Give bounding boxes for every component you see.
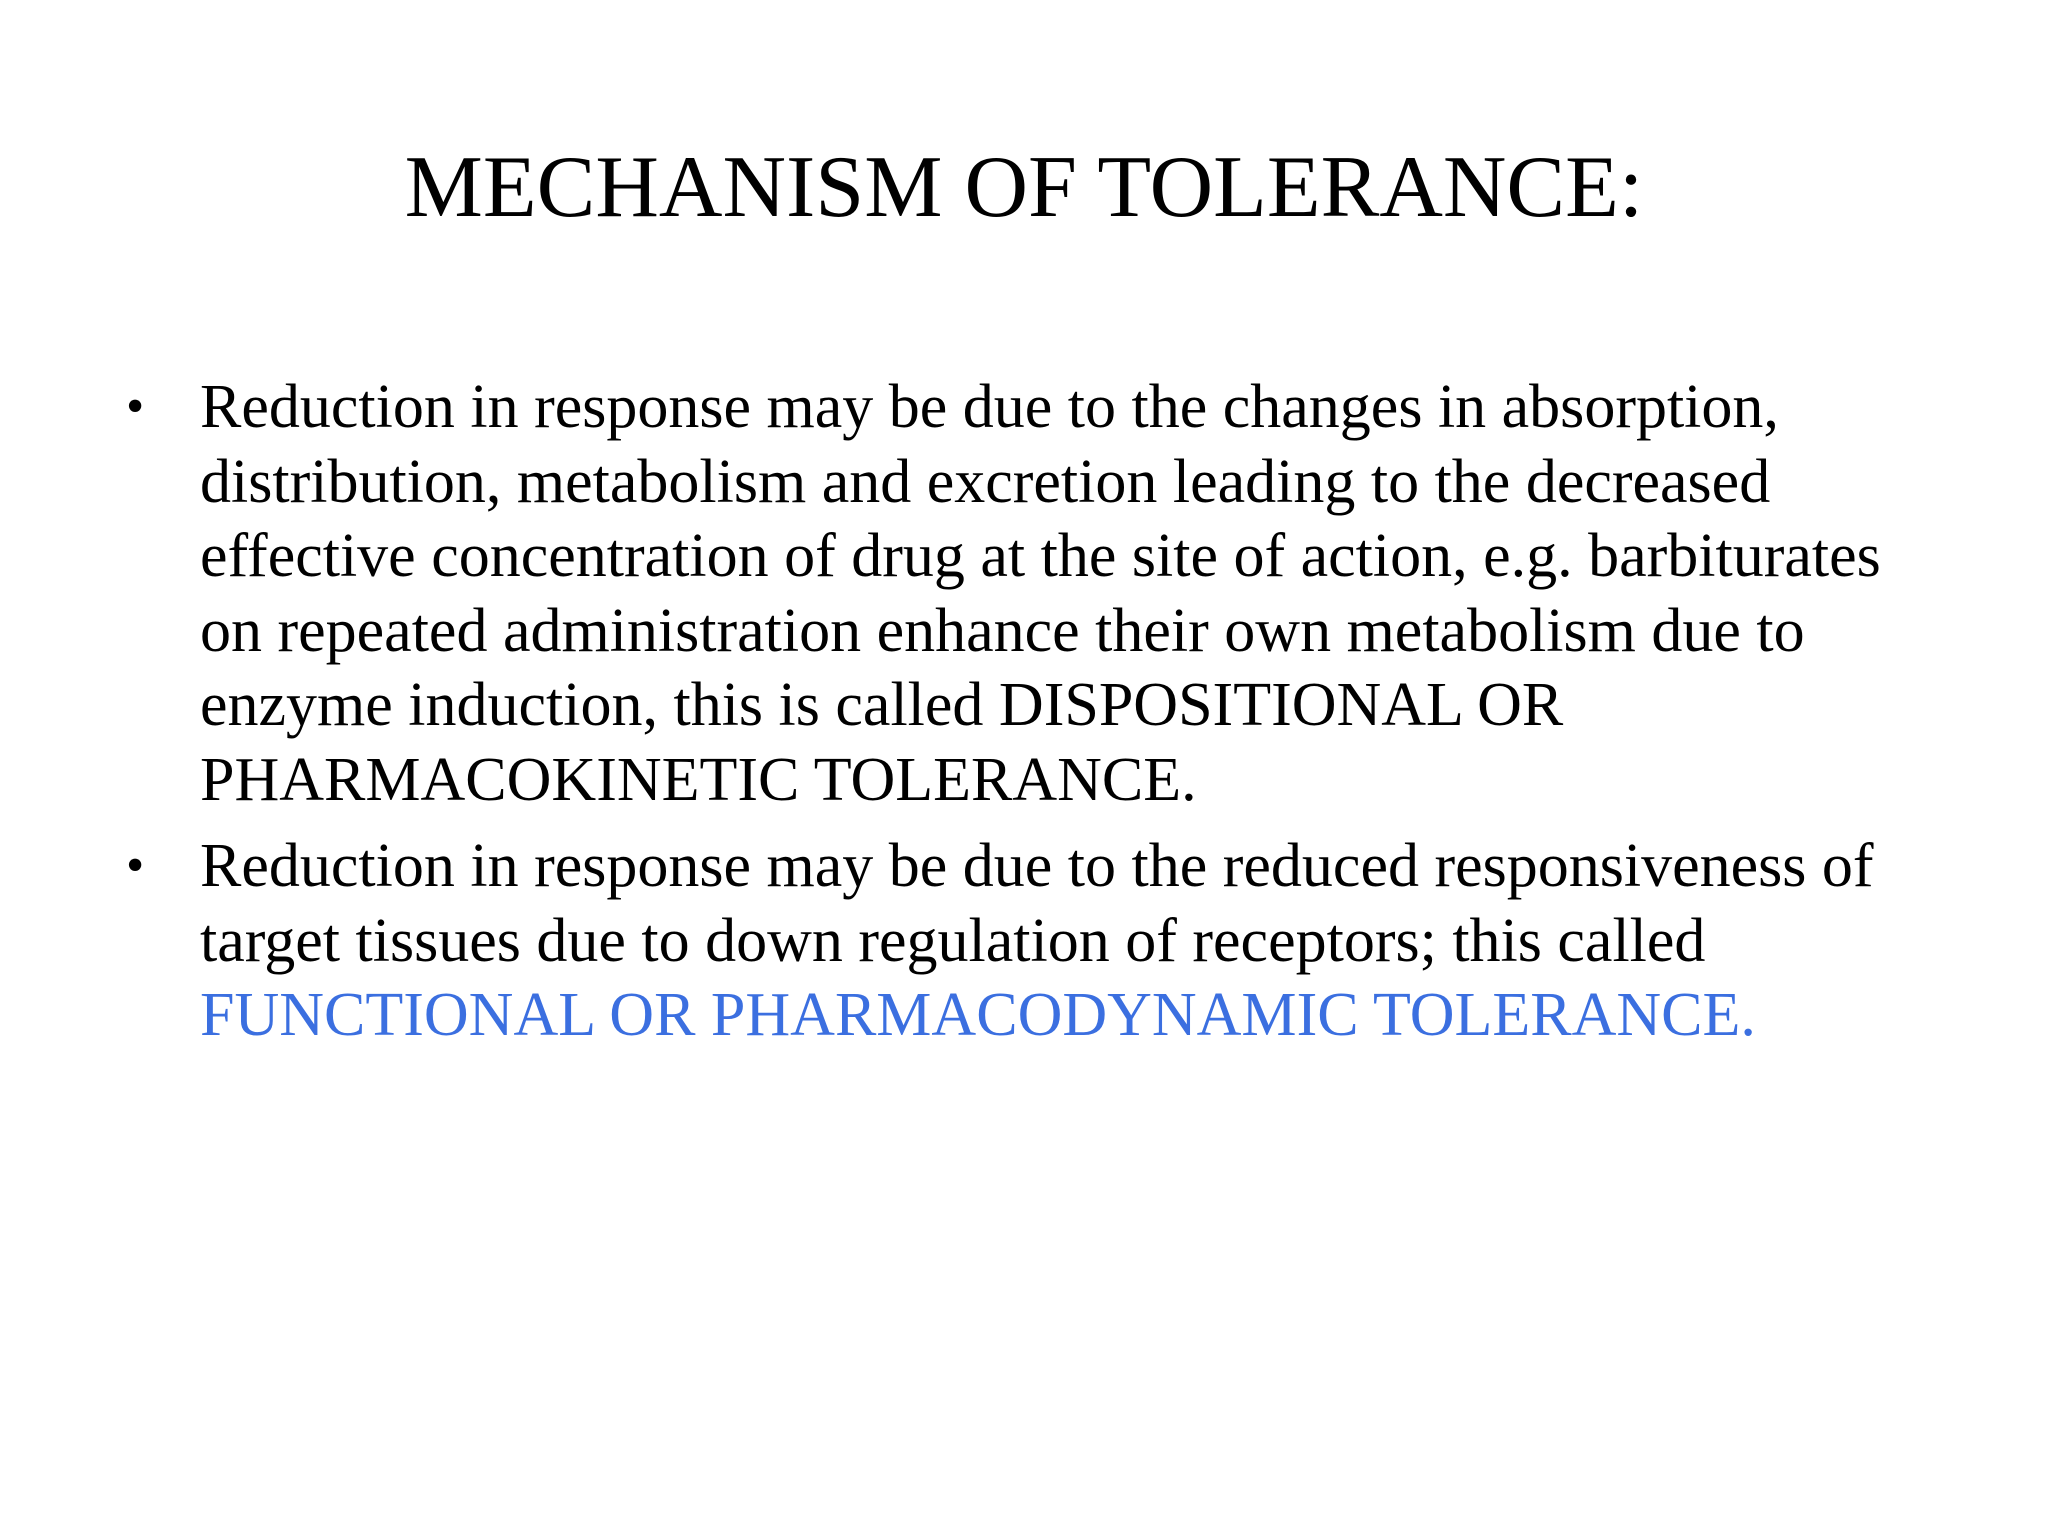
bullet-text: Reduction in response may be due to the reduced responsiveness of target tissues due to down regulation of receptors; this called [200,832,1874,975]
bullet-list [126,370,1920,1065]
highlighted-term: FUNCTIONAL OR PHARMACODYNAMIC TOLERANCE. [200,981,1756,1049]
bullet-item-1 [126,370,1920,817]
bullet-item-2 [126,829,1920,1053]
bullet-dot-icon: • [126,378,145,435]
bullet-dot-icon: • [126,837,145,894]
bullet-text: Reduction in response may be due to the changes in absorption, distribution, metabolism and excretion leading to the decreased effective concentration of drug at the site of action, e.g. barbiturates on repeated administration enhance their own metabolism due to enzyme induction, this is called DISPOSITIONAL OR PHARMACOKINETIC TOLERANCE. [200,373,1881,814]
slide-title: MECHANISM OF TOLERANCE: [404,139,1644,236]
